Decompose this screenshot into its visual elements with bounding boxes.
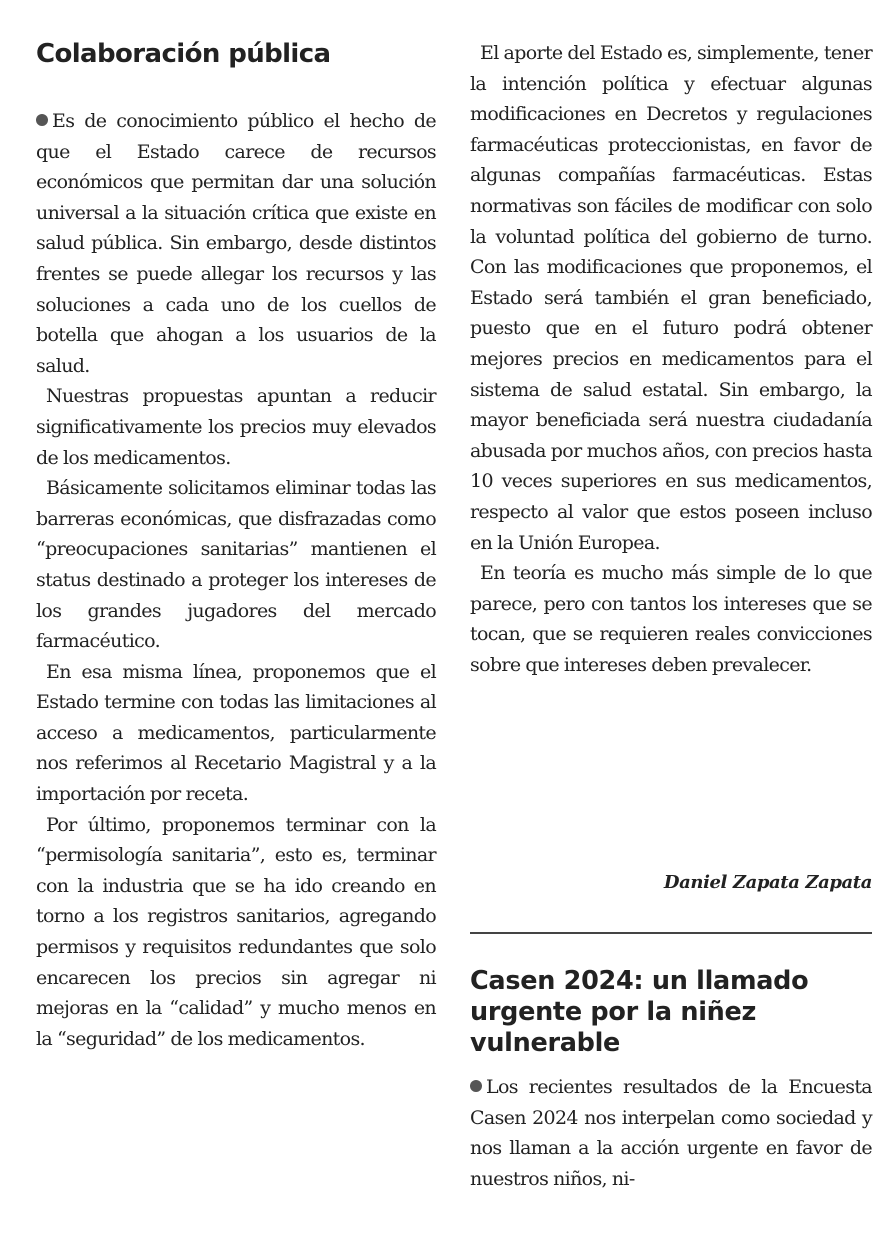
bullet-icon <box>470 1080 482 1092</box>
paragraph: Es de conocimiento público el hecho de que el Estado carece de recursos económicos que permitan dar una solución universal a la situación crítica que existe en salud pública. Sin embargo, desde distintos frentes se puede allegar los recursos y las soluciones a cada uno de los cuellos de botella que ahogan a los usuarios de la salud. <box>36 110 436 377</box>
paragraph: El aporte del Estado es, simplemente, tener la intención política y efectuar algunas modificaciones en Decretos y regulaciones farmacéuticas proteccionistas, en favor de algunas compañías farmacéuticas. Estas normativas son fáciles de modificar con solo la voluntad política del gobierno de turno. Con las modificaciones que proponemos, el Estado será también el gran beneficiado, puesto que en el futuro podrá obtener mejores precios en medicamentos para el sistema de salud estatal. Sin embargo, la mayor beneficiada será nuestra ciudadanía abusada por muchos años, con precios hasta 10 veces superiores en sus medicamentos, respecto al valor que estos poseen incluso en la Unión Europea. <box>470 42 873 554</box>
paragraph: En esa misma línea, proponemos que el Estado termine con todas las limitaciones al acceso a medicamentos, particularmente nos referimos al Recetario Magistral y a la importación por receta. <box>36 660 436 806</box>
second-article-title: Casen 2024: un llamado urgente por la niñez vulnerable <box>470 966 809 1058</box>
article-title: Colaboración pública <box>36 39 331 69</box>
paragraph: Básicamente solicitamos eliminar todas las barreras económicas, que disfrazadas como “preocupaciones sanitarias” mantienen el status destinado a proteger los intereses de los grandes jugadores del mercado farmacéutico. <box>36 477 436 653</box>
paragraph: Los recientes resultados de la Encuesta Casen 2024 nos interpelan como sociedad y nos llaman a la acción urgente en favor de nuestros niños, ni- <box>470 1076 872 1190</box>
bullet-icon <box>36 114 48 126</box>
second-article-body <box>470 1072 872 1194</box>
divider <box>470 932 872 934</box>
author-signature: Daniel Zapata Zapata <box>663 872 872 893</box>
paragraph: Nuestras propuestas apuntan a reducir significativamente los precios muy elevados de los medicamentos. <box>36 385 436 469</box>
article-body <box>36 106 436 1054</box>
article-body-continued <box>470 38 872 680</box>
paragraph: En teoría es mucho más simple de lo que parece, pero con tantos los intereses que se tocan, que se requieren reales convicciones sobre que intereses deben prevalecer. <box>470 562 872 676</box>
paragraph: Por último, proponemos terminar con la “permisología sanitaria”, esto es, terminar con la industria que se ha ido creando en torno a los registros sanitarios, agregando permisos y requisitos redundantes que solo encarecen los precios sin agregar ni mejoras en la “calidad” y mucho menos en la “seguridad” de los medicamentos. <box>36 813 436 1050</box>
